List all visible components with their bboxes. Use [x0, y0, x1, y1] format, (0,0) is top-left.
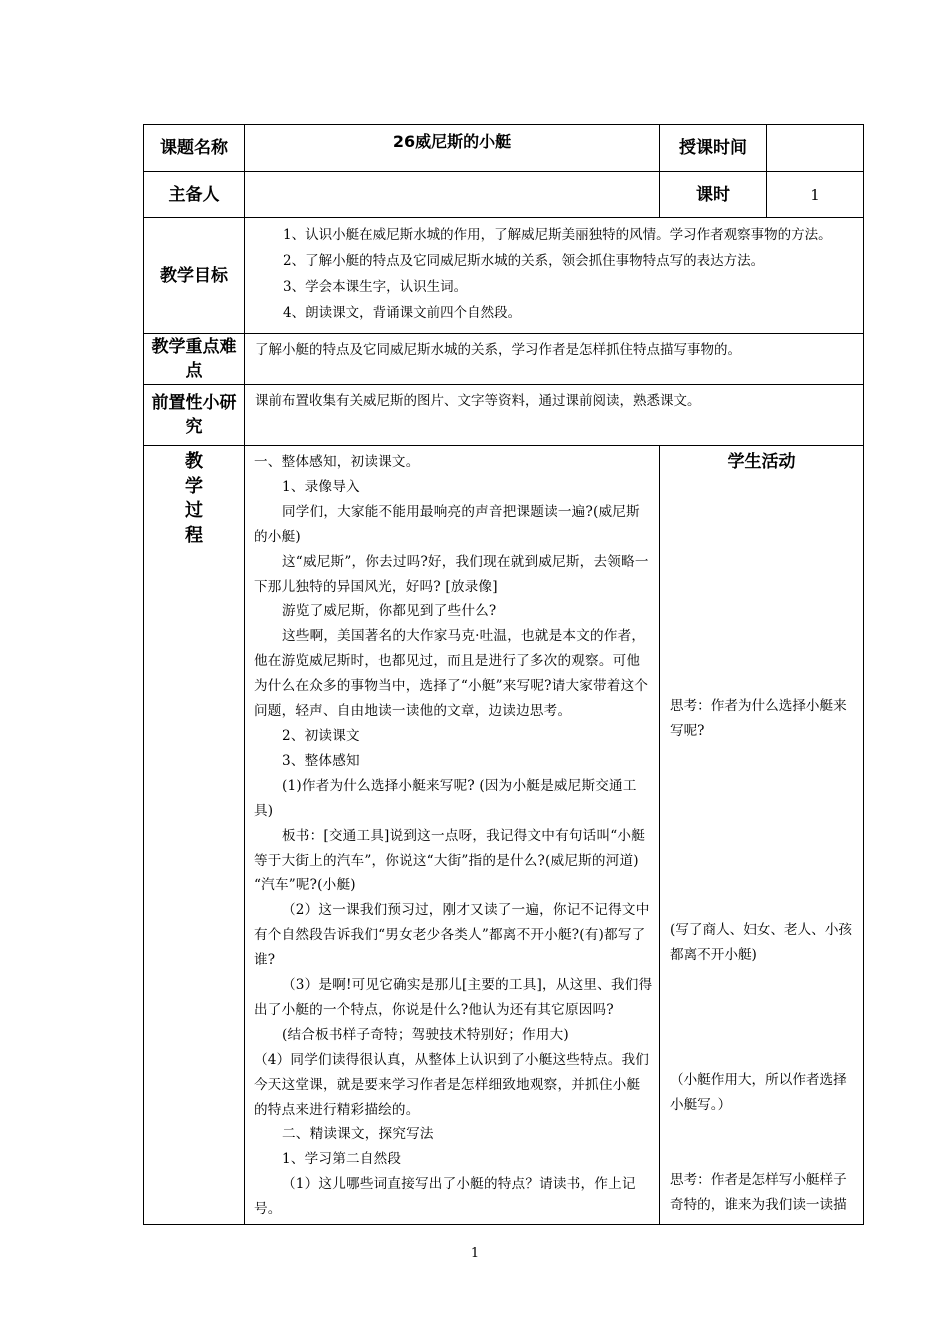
process-paragraph: 板书：[交通工具]说到这一点呀，我记得文中有句话叫“小艇等于大街上的汽车”，你说这“大街”指的是什么?(威尼斯的河道) “汽车”呢?(小艇) — [254, 827, 645, 894]
process-label-char: 程 — [185, 524, 203, 546]
goal-item: 1、认识小艇在威尼斯水城的作用，了解威尼斯美丽独特的风情。学习作者观察事物的方法。 — [283, 227, 832, 243]
process-paragraph: 1、录像导入 — [282, 478, 360, 495]
process-paragraph: 3、整体感知 — [282, 752, 360, 769]
time-value — [767, 125, 864, 172]
goal-item: 4、朗读课文，背诵课文前四个自然段。 — [283, 305, 522, 321]
preparer-label: 主备人 — [144, 172, 245, 218]
process-paragraph: 一、整体感知，初读课文。 — [254, 454, 420, 470]
pre-study-text: 课前布置收集有关威尼斯的图片、文字等资料，通过课前阅读，熟悉课文。 — [245, 385, 864, 446]
process-paragraph: 同学们，大家能不能用最响亮的声音把课题读一遍?(威尼斯的小艇) — [254, 503, 640, 545]
student-activity-note: （小艇作用大，所以作者选择小艇写。） — [670, 1072, 847, 1113]
key-points-text: 了解小艇的特点及它同威尼斯水城的关系，学习作者是怎样抓住特点描写事物的。 — [245, 334, 864, 385]
process-label-char: 学 — [185, 475, 203, 497]
process-paragraph: 这些啊，美国著名的大作家马克·吐温，也就是本文的作者，他在游览威尼斯时，也都见过，而且是进行了多次的观察。可他为什么在众多的事物当中，选择了“小艇”来写呢?请大家带着这个问题，轻声、自由地读一读他的文章，边读边思考。 — [254, 628, 649, 720]
key-points-row — [144, 334, 864, 385]
preparer-row — [144, 172, 864, 218]
process-paragraph: （2）这一课我们预习过，刚才又读了一遍，你记不记得文中有个自然段告诉我们“男女老少各类人”都离不开小艇?(有)都写了谁? — [254, 902, 650, 969]
process-paragraph: 二、精读课文，探究写法 — [282, 1126, 434, 1143]
process-paragraph: （1）这儿哪些词直接写出了小艇的特点？请读书，作上记号。 — [254, 1176, 636, 1218]
pre-study-label: 前置性小研究 — [144, 385, 245, 446]
topic-row — [144, 125, 864, 172]
goal-item: 3、学会本课生字，认识生词。 — [283, 279, 468, 295]
pre-study-row — [144, 385, 864, 446]
process-label — [144, 446, 245, 1225]
process-text — [245, 446, 660, 1225]
periods-value: 1 — [767, 172, 864, 218]
goal-item: 2、了解小艇的特点及它同威尼斯水城的关系，领会抓住事物特点写的表达方法。 — [283, 253, 765, 269]
page-number: 1 — [470, 1246, 480, 1261]
goals-label: 教学目标 — [144, 218, 245, 334]
lesson-plan-table — [143, 124, 864, 1225]
key-points-label: 教学重点难点 — [144, 334, 245, 385]
process-paragraph: 这“威尼斯”，你去过吗?好，我们现在就到威尼斯，去领略一下那儿独特的异国风光，好吗? [放录像] — [254, 553, 649, 595]
time-label: 授课时间 — [660, 125, 767, 172]
process-paragraph: （3）是啊!可见它确实是那儿[主要的工具]，从这里、我们得出了小艇的一个特点，你说是什么?他认为还有其它原因吗? — [254, 977, 653, 1018]
topic-label: 课题名称 — [144, 125, 245, 172]
goals-row — [144, 218, 864, 334]
topic-value: 26威尼斯的小艇 — [245, 125, 660, 172]
student-activity-column — [660, 446, 864, 1225]
student-activity-note: (写了商人、妇女、老人、小孩都离不开小艇) — [670, 922, 853, 963]
goals-list — [245, 218, 864, 334]
student-activity-note: 思考：作者为什么选择小艇来写呢? — [670, 698, 847, 739]
student-activity-note: 思考：作者是怎样写小艇样子奇特的，谁来为我们读一读描 — [670, 1172, 847, 1213]
process-paragraph: （4）同学们读得很认真，从整体上认识到了小艇这些特点。我们今天这堂课，就是要来学习作者是怎样细致地观察，并抓住小艇的特点来进行精彩描绘的。 — [254, 1051, 650, 1118]
process-paragraph: 2、初读课文 — [282, 727, 360, 744]
process-paragraph: 游览了威尼斯，你都见到了些什么? — [282, 603, 497, 620]
process-paragraph: 1、学习第二自然段 — [282, 1151, 402, 1168]
process-row — [144, 446, 864, 1225]
process-paragraph: (1)作者为什么选择小艇来写呢? (因为小艇是威尼斯交通工具) — [254, 777, 637, 819]
student-activity-header: 学生活动 — [727, 452, 796, 472]
process-paragraph: (结合板书样子奇特；驾驶技术特别好；作用大) — [282, 1026, 569, 1043]
process-label-char: 过 — [185, 500, 203, 521]
preparer-value — [245, 172, 660, 218]
periods-label: 课时 — [660, 172, 767, 218]
process-label-char: 教 — [185, 451, 203, 472]
